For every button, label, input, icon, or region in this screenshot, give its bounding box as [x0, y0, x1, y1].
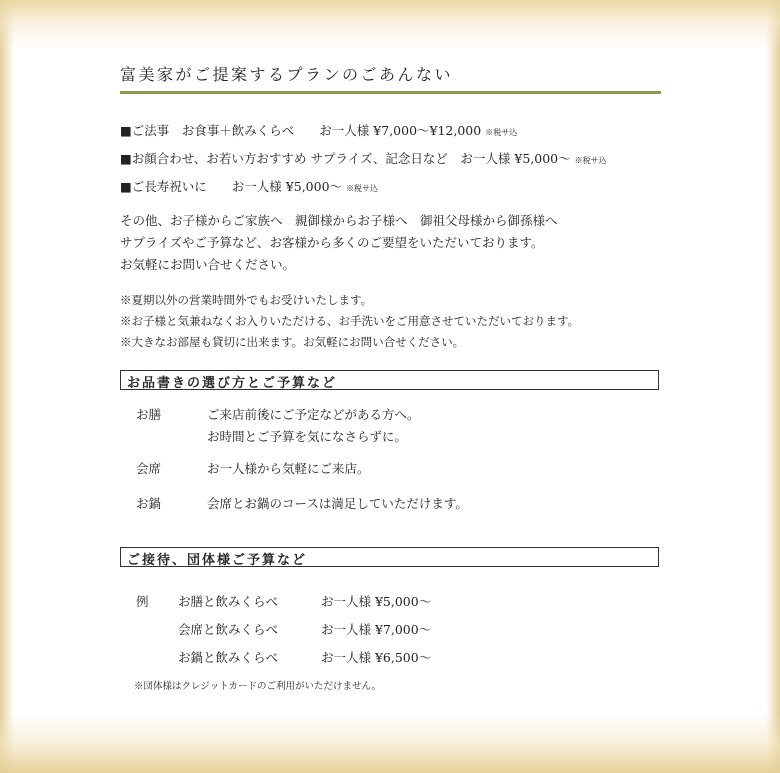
intro-line: その他、お子様からご家族へ 親御様からお子様へ 御祖父母様から御孫様へ [120, 213, 558, 228]
group-footnote: ※団体様はクレジットカードのご利用がいただけません。 [134, 681, 382, 692]
course-name: お膳と飲みくらべ [178, 594, 279, 609]
course-price: お一人様 ¥5,000〜 [321, 594, 432, 609]
intro-line: お気軽にお問い合せください。 [120, 257, 296, 272]
section-heading: ご接待、団体様ご予算など [127, 553, 308, 568]
tax-note: ※税サ込 [346, 184, 379, 193]
menu-description: お時間とご予算を気になさらずに。 [207, 429, 408, 444]
course-price: お一人様 ¥7,000〜 [321, 622, 432, 637]
menu-label: お膳 [136, 407, 162, 422]
menu-label: 会席 [136, 461, 162, 476]
course-name: 会席と飲みくらべ [178, 622, 279, 637]
notice-line: ※お子様と気兼ねなくお入りいただける、お手洗いをご用意させていただいております。 [120, 314, 580, 328]
course-name: お鍋と飲みくらべ [178, 650, 279, 665]
example-label: 例 [136, 594, 149, 609]
intro-line: サプライズやご予算など、お客様から多くのご要望をいただいております。 [120, 235, 544, 250]
tax-note: ※税サ込 [485, 128, 518, 137]
section-heading: お品書きの選び方とご予算など [127, 376, 338, 391]
plan-item [120, 121, 517, 139]
title-underline [120, 91, 661, 94]
section-heading-box [120, 547, 659, 567]
page-title: 富美家がご提案するプランのごあんない [120, 65, 454, 84]
plan-text: ■ご長寿祝いに お一人様 ¥5,000〜 [120, 179, 343, 194]
plan-text: ■お顔合わせ、お若い方おすすめ サプライズ、記念日など お一人様 ¥5,000〜 [120, 151, 571, 166]
menu-description: 会席とお鍋のコースは満足していただけます。 [207, 496, 468, 511]
plan-item [120, 177, 378, 195]
plan-text: ■ご法事 お食事＋飲みくらべ お一人様 ¥7,000〜¥12,000 [120, 123, 482, 138]
tax-note: ※税サ込 [574, 156, 607, 165]
course-price: お一人様 ¥6,500〜 [321, 650, 432, 665]
menu-label: お鍋 [136, 496, 162, 511]
menu-description: ご来店前後にご予定などがある方へ。 [207, 407, 420, 422]
menu-description: お一人様から気軽にご来店。 [207, 461, 370, 476]
notice-line: ※大きなお部屋も貸切に出来ます。お気軽にお問い合せください。 [120, 335, 465, 349]
section-heading-box [120, 370, 659, 390]
plan-item [120, 149, 607, 167]
notice-line: ※夏期以外の営業時間外でもお受けいたします。 [120, 293, 373, 307]
